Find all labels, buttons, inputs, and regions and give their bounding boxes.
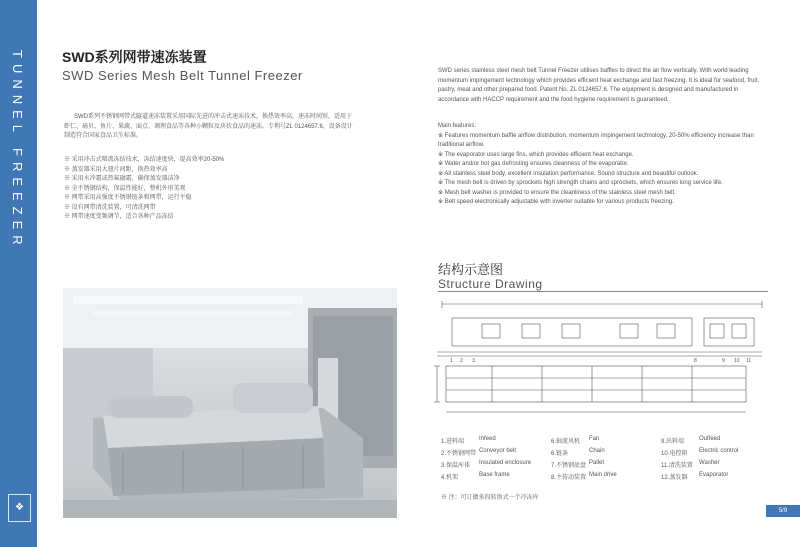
- feature-en-6: ※ Mesh belt washer is provided to ensure the cleanliness of the stainless steel mesh belt.: [438, 189, 676, 196]
- drawing-note: ※ 注：可订做多段转换式一个冷冻库: [441, 495, 539, 501]
- legend-item-en: Electric control: [699, 447, 739, 454]
- feature-cn-1: ※ 采用冲击式喷流冻结技术，冻结速度快，提高效率20-50%: [64, 157, 225, 163]
- feature-cn-3: ※ 采用水冲霜或热氟融霜，确保蒸发器洁净: [64, 176, 180, 182]
- legend-item-cn: 8.主传动装置: [551, 474, 587, 481]
- legend-item-cn: 6.轴流风机: [551, 438, 581, 445]
- feature-en-3: ※ Water and/or hot gas defrosting ensures cleanness of the evaporator.: [438, 161, 629, 167]
- legend-item-en: Infeed: [479, 435, 496, 442]
- page-number: 5/9: [766, 505, 800, 517]
- structure-title-en: Structure Drawing: [438, 277, 543, 291]
- freezer-photo: [63, 288, 397, 518]
- svg-text:11: 11: [746, 358, 752, 364]
- feature-en-7: ※ Belt speed electronically adjustable with inverter suitable for various products freezing.: [438, 199, 674, 205]
- legend-row: [441, 458, 771, 470]
- feature-cn-7: ※ 网带速度变频调节，适合各种产品冻结: [64, 214, 174, 220]
- legend-item-en: Evaporator: [699, 471, 729, 478]
- feature-cn-6: ※ 设有网带清洗装置，可清洗网带: [64, 204, 156, 211]
- legend-item-cn: 4.机架: [441, 474, 459, 481]
- feature-en-2: ※ The evaporator uses large fins, which provides efficient heat exchange.: [438, 151, 634, 158]
- feature-en-4: ※ All stainless steel body, excellent insulation performance. Sound structure and beautiful outlook.: [438, 170, 699, 177]
- legend-row: [441, 434, 771, 446]
- legend-item-en: Base frame: [479, 471, 510, 478]
- features-cn: [64, 156, 354, 223]
- intro-cn: SWD系列不锈钢网带式隧道速冻装置采用国际先进的冲击式速冻技术，换热效率高，速冻时间短，适用于虾仁、扇贝、鱼片、果蔬、面点、调理食品等各种小颗粒及块状食品的速冻。专利号ZL 0124657.6，设备设计制造符合国家食品卫生标准。: [64, 114, 353, 139]
- page-title-en: SWD Series Mesh Belt Tunnel Freezer: [62, 68, 303, 83]
- structure-drawing: [432, 300, 768, 422]
- svg-text:10: 10: [734, 358, 740, 364]
- legend-item-cn: 11.清洗装置: [661, 462, 693, 469]
- legend-item-en: Pallet: [589, 459, 605, 466]
- feature-en-1: ※ Features momentum baffle airflow distribution, momentum impingement technology, 20-50% efficiency increase than traditional airflow.: [438, 132, 754, 148]
- sidebar-word-freezer: FREEZER: [10, 148, 25, 251]
- legend-item-cn: 6.链条: [551, 450, 569, 457]
- parts-legend: [441, 434, 771, 482]
- legend-item-cn: 10.电控箱: [661, 450, 688, 457]
- structure-title-cn: 结构示意图: [438, 262, 504, 277]
- svg-text:1: 1: [450, 358, 453, 364]
- svg-text:3: 3: [472, 358, 475, 364]
- legend-item-en: Fan: [589, 435, 600, 442]
- legend-item-en: Conveyor belt: [479, 447, 517, 454]
- feature-en-5: ※ The mesh belt is driven by sprockets high strength chains and sprockets, which ensures long service life.: [438, 180, 723, 186]
- brand-logo-icon: ❖: [8, 494, 31, 522]
- svg-text:9: 9: [722, 358, 725, 364]
- feature-cn-5: ※ 网带采用高强度不锈钢链条和网带，运行平稳: [64, 195, 192, 201]
- sidebar-word-tunnel: TUNNEL: [10, 50, 25, 139]
- legend-item-cn: 1.进料端: [441, 438, 465, 445]
- sidebar: [0, 0, 37, 547]
- section-divider: [438, 291, 768, 292]
- legend-item-en: Washer: [699, 459, 720, 466]
- legend-item-cn: 12.蒸发器: [661, 474, 688, 481]
- legend-row: [441, 470, 771, 482]
- svg-text:2: 2: [460, 358, 463, 364]
- features-en: [438, 122, 770, 208]
- legend-item-en: Outfeed: [699, 435, 721, 442]
- legend-item-cn: 7.不锈钢底盘: [551, 462, 587, 469]
- legend-row: [441, 446, 771, 458]
- legend-item-en: Chain: [589, 447, 605, 454]
- legend-item-cn: 2.不锈钢网带: [441, 450, 477, 457]
- features-title-en: Main features:: [438, 123, 477, 129]
- svg-text:8: 8: [694, 358, 697, 364]
- legend-item-en: Insulated enclosure: [479, 459, 532, 466]
- feature-cn-4: ※ 全不锈钢结构，保温性能好，整机外形美观: [64, 185, 186, 192]
- legend-item-cn: 9.出料端: [661, 438, 685, 445]
- legend-item-en: Main drive: [589, 471, 617, 478]
- legend-item-cn: 3.保温库体: [441, 462, 471, 469]
- feature-cn-2: ※ 蒸发器采用大翅片间距，换热效率高: [64, 166, 168, 173]
- intro-en: SWD series stainless steel mesh belt Tunnel Freezer utilises baffles to direct the air flow vertically. With world leading momentum impingement technology which provides efficient heat exchange and fast freezing. It is ideal for seafood, fruit, pastry, meat and other prepared food. Patent No. ZL 0124657.6. The equipment is designed and manufactured in accordance with HACCP requirement and the food hygiene requirement is guaranteed.: [438, 68, 760, 103]
- page-title-cn: SWD系列网带速冻装置: [62, 49, 207, 65]
